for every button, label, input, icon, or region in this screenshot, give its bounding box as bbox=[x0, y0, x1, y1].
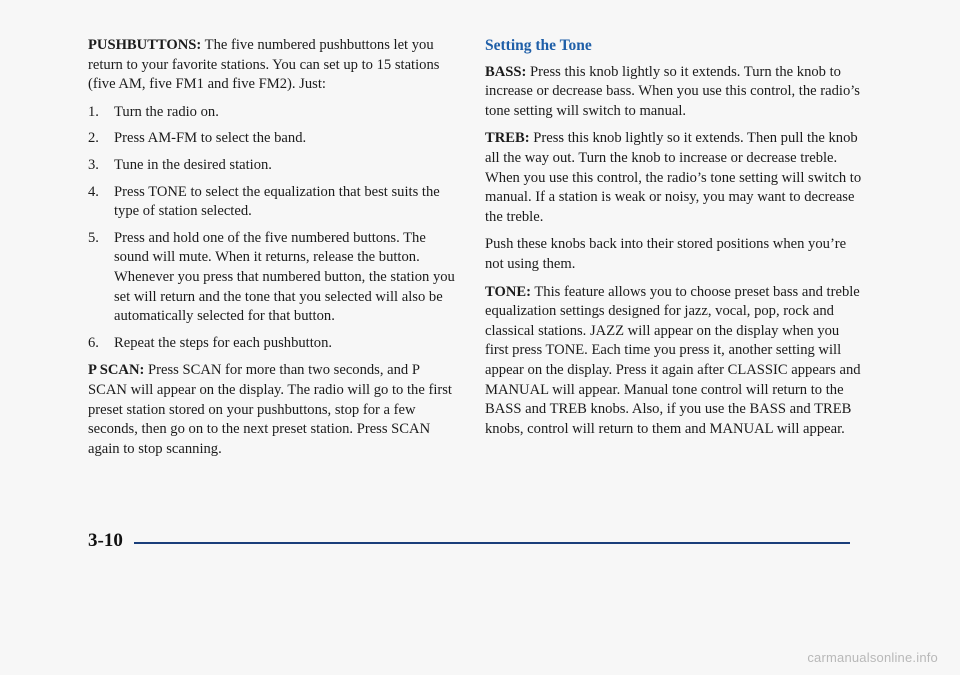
page-number: 3-10 bbox=[88, 530, 123, 551]
step-number: 4. bbox=[88, 183, 99, 200]
push-back-paragraph: Push these knobs back into their stored positions when you’re not using them. bbox=[485, 236, 847, 272]
step-number: 3. bbox=[88, 156, 99, 173]
step-text: Turn the radio on. bbox=[114, 103, 219, 120]
tone-term: TONE: bbox=[485, 283, 531, 300]
tone-paragraph bbox=[485, 283, 865, 440]
treb-paragraph bbox=[485, 129, 865, 227]
step-number: 5. bbox=[88, 229, 99, 246]
watermark: carmanualsonline.info bbox=[807, 650, 938, 665]
step-number: 1. bbox=[88, 103, 99, 120]
step-text: Repeat the steps for each pushbutton. bbox=[114, 334, 333, 351]
pushbutton-steps-list bbox=[88, 103, 460, 354]
treb-text: Press this knob lightly so it extends. Then pull the knob all the way out. Turn the knob to increase or decrease treble. When you use this control, the radio’s tone setting will switch to manual. If a station is weak or noisy, you may want to decrease the treble. bbox=[485, 130, 862, 225]
step-text: Press TONE to select the equalization that best suits the type of station selected. bbox=[114, 183, 440, 220]
tone-text: This feature allows you to choose preset bass and treble equalization settings designed for jazz, vocal, pop, rock and classical stations. JAZZ will appear on the display when you first press TONE. Each time you press it, another setting will appear on the display. Press it again after CLASSIC appears and MANUAL will appear. Manual tone control will return to the BASS and TREB knobs. Also, if you use the BASS and TREB knobs, control will return to them and MANUAL will appear. bbox=[485, 283, 861, 437]
page-footer bbox=[88, 528, 850, 558]
step-item bbox=[88, 229, 460, 327]
pscan-text: Press SCAN for more than two seconds, and P SCAN will appear on the display. The radio will go to the first preset station stored on your pushbuttons, stop for a few seconds, then go on to the next preset station. Press SCAN again to stop scanning. bbox=[88, 362, 452, 457]
bass-term: BASS: bbox=[485, 63, 527, 80]
section-heading: Setting the Tone bbox=[485, 37, 592, 54]
step-number: 6. bbox=[88, 334, 99, 351]
step-text: Press AM-FM to select the band. bbox=[114, 130, 307, 147]
right-column bbox=[485, 36, 865, 447]
step-text: Tune in the desired station. bbox=[114, 156, 272, 173]
pscan-paragraph bbox=[88, 361, 460, 459]
bass-text: Press this knob lightly so it extends. Turn the knob to increase or decrease bass. When you use this control, the radio’s tone setting will switch to manual. bbox=[485, 63, 860, 119]
treb-term: TREB: bbox=[485, 130, 530, 147]
footer-rule bbox=[134, 542, 850, 544]
step-item bbox=[88, 129, 460, 149]
pscan-term: P SCAN: bbox=[88, 362, 145, 379]
pushbuttons-text: The five numbered pushbuttons let you return to your favorite stations. You can set up to 15 stations (five AM, five FM1 and five FM2). Just: bbox=[88, 37, 440, 93]
bass-paragraph bbox=[485, 63, 865, 122]
pushbuttons-term: PUSHBUTTONS: bbox=[88, 37, 202, 53]
step-item bbox=[88, 183, 460, 222]
step-item bbox=[88, 334, 460, 354]
step-item bbox=[88, 103, 460, 123]
pushbuttons-paragraph bbox=[88, 36, 460, 95]
step-item bbox=[88, 156, 460, 176]
step-text: Press and hold one of the five numbered buttons. The sound will mute. When it returns, release the button. Whenever you press that numbered button, the station you set will return and the tone that you selected will also be automatically selected for that button. bbox=[114, 229, 455, 325]
step-number: 2. bbox=[88, 130, 99, 147]
left-column bbox=[88, 36, 460, 467]
